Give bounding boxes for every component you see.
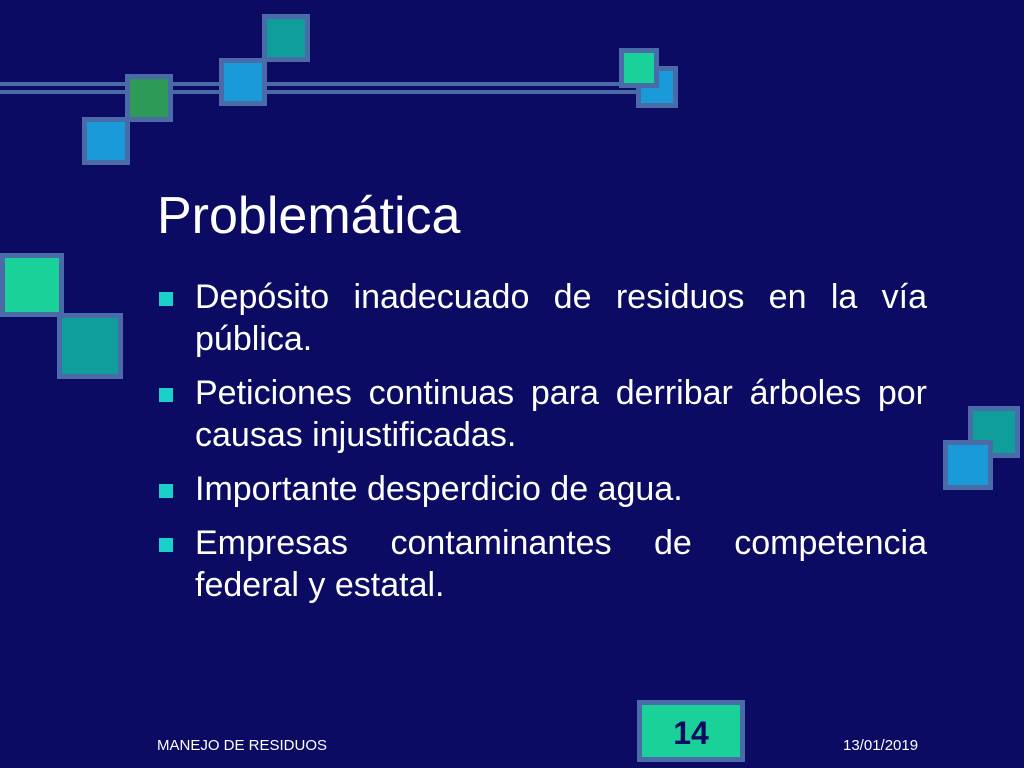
bullet-text: Peticiones continuas para derribar árboles por causas injustificadas. <box>195 374 927 454</box>
decorative-square <box>619 48 659 88</box>
square-bullet-icon <box>159 484 173 498</box>
decorative-line <box>0 90 660 94</box>
decorative-square <box>125 74 173 122</box>
bullet-list <box>157 276 927 618</box>
list-item <box>157 372 927 456</box>
page-number: 14 <box>673 715 709 751</box>
square-bullet-icon <box>159 538 173 552</box>
list-item <box>157 522 927 606</box>
decorative-line <box>0 82 660 86</box>
decorative-square <box>82 117 130 165</box>
bullet-text: Importante desperdicio de agua. <box>195 470 683 508</box>
square-bullet-icon <box>159 388 173 402</box>
bullet-text: Depósito inadecuado de residuos en la vía pública. <box>195 278 927 358</box>
decorative-square <box>0 253 64 317</box>
decorative-square <box>943 440 993 490</box>
decorative-square <box>57 313 123 379</box>
footer-title: MANEJO DE RESIDUOS <box>157 737 328 754</box>
list-item <box>157 276 927 360</box>
slide-title: Problemática <box>157 187 461 245</box>
page-number-box <box>637 700 745 762</box>
bullet-text: Empresas contaminantes de competencia federal y estatal. <box>195 524 927 604</box>
square-bullet-icon <box>159 292 173 306</box>
decorative-square <box>219 58 267 106</box>
decorative-square <box>262 14 310 62</box>
list-item <box>157 468 927 510</box>
footer-date: 13/01/2019 <box>843 737 919 754</box>
